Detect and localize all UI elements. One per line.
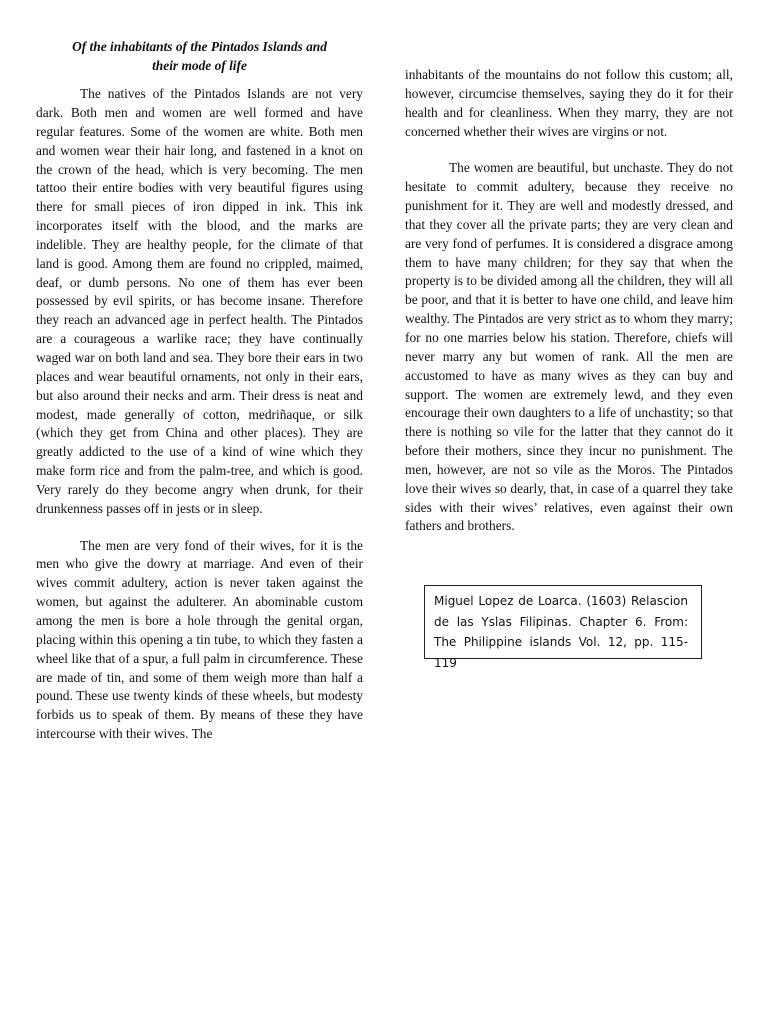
paragraph-men-wives: The men are very fond of their wives, for it is the men who give the dowry at marriage. And even of their wives commit adultery, action is never taken against the women, but against the adulterer. An abominable custom among the men is bore a hole through the genital organ, placing within this opening a tin tube, to which they fasten a wheel like that of a spur, a full palm in circumference. These are made of tin, and some of them weigh more than half a pound. These use twenty kinds of these wheels, but modesty forbids us to speak of them. By means of these they have intercourse with their wives. The — [36, 537, 363, 742]
paragraph-continuation: inhabitants of the mountains do not follow this custom; all, however, circumcise themselves, saying they do it for their health and for cleanliness. When they marry, they are not concerned whether their wives are virgins or not. — [405, 67, 733, 139]
left-column — [36, 0, 363, 744]
document-title: Of the inhabitants of the Pintados Islands and their mode of life — [72, 39, 327, 73]
citation-box: Miguel Lopez de Loarca. (1603) Relascion de las Yslas Filipinas. Chapter 6. From: The Philippine islands Vol. 12, pp. 115-119 — [424, 585, 702, 659]
right-column — [405, 0, 733, 536]
paragraph-women: The women are beautiful, but unchaste. They do not hesitate to commit adultery, because they receive no punishment for it. They are well and modestly dressed, and that they cover all the private parts; they are very clean and are very fond of perfumes. It is considered a disgrace among them to have many children; for they say that when the property is to be divided among all the children, they will all be poor, and that it is better to have one child, and leave him wealthy. The Pintados are very strict as to whom they marry; for no one marries below his station. Therefore, chiefs will never marry any but women of rank. All the men are accustomed to have as many wives as they can buy and support. The women are extremely lewd, and they even encourage their own daughters to a life of unchastity; so that there is nothing so vile for the latter that they cannot do it before their mothers, since they incur no punishment. The men, however, are not so vile as the Moros. The Pintados love their wives so dearly, that, in case of a quarrel they take sides with their wives’ relatives, even against their own fathers and brothers. — [405, 160, 733, 534]
paragraph-natives: The natives of the Pintados Islands are not very dark. Both men and women are well formed and have regular features. Some of the women are white. Both men and women wear their hair long, and fastened in a knot on the crown of the head, which is very becoming. The men tattoo their entire bodies with very beautiful figures using there for small pieces of iron dipped in ink. This ink incorporates itself with the blood, and the marks are indelible. They are healthy people, for the climate of that land is good. Among them are found no crippled, maimed, deaf, or dumb persons. No one of them has ever been possessed by evil spirits, or has become insane. Therefore they reach an advanced age in perfect health. The Pintados are a courageous a warlike race; they have continually waged war on both land and sea. They bore their ears in two places and wear beautiful ornaments, not only in their ears, but also around their necks and arm. Their dress is neat and modest, made generally of cotton, medriñaque, or silk (which they get from China and other places). They are greatly addicted to the use of a kind of wine which they make form rice and from the palm-tree, and which is good. Very rarely do they become angry when drunk, for their drunkenness passes off in jests or in sleep. — [36, 86, 363, 516]
